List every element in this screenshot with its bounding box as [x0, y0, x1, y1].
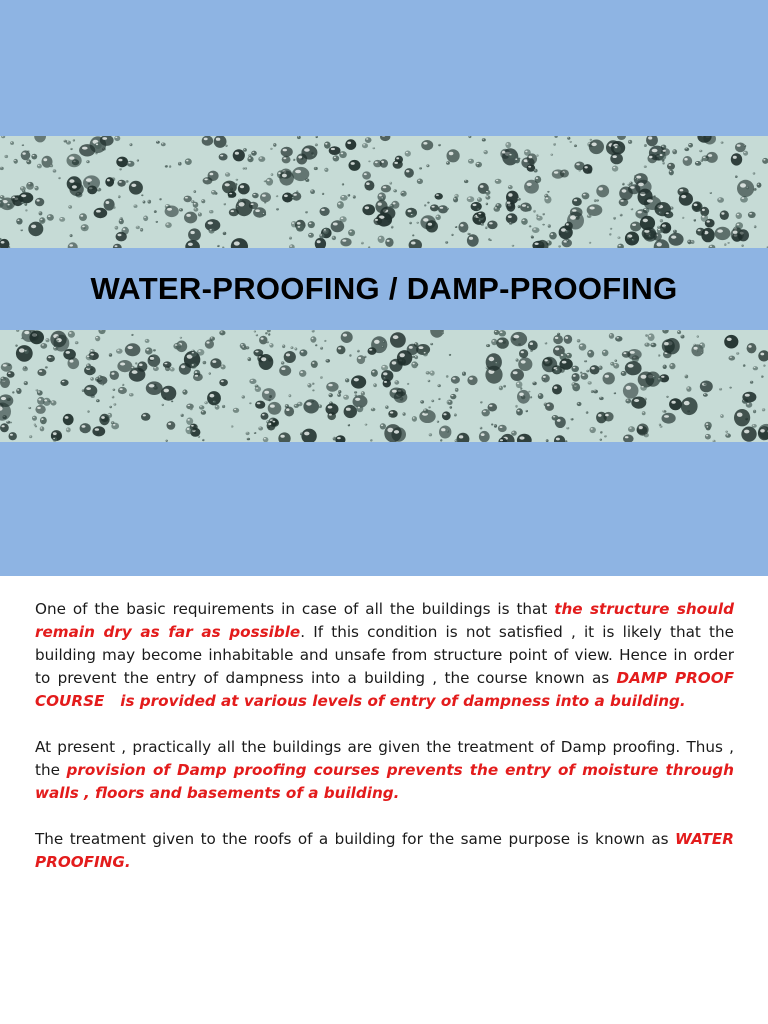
paragraph-3-text-1: The treatment given to the roofs of a building for the same purpose is known as	[35, 830, 676, 848]
paragraph-1-text-2: . If this condition is not satisfied , it is likely that the building may become inhabitable and unsafe from structure point of view. Hence in order to prevent the entry of dampness into a building , the course known as	[35, 623, 734, 687]
water-droplets-image	[0, 136, 768, 248]
paragraph-2-text-1: At present , practically all the buildings are given the treatment of Damp proofing. Thus , the	[35, 738, 734, 779]
water-droplets-band-top	[0, 136, 768, 248]
body-text	[35, 598, 740, 897]
water-droplets-band-bottom	[0, 330, 768, 442]
paragraph-1-highlight-2: DAMP PROOF COURSE is provided at various levels of entry of dampness into a building.	[35, 669, 740, 710]
water-droplets-image	[0, 330, 768, 442]
slide-title: WATER-PROOFING / DAMP-PROOFING	[90, 271, 678, 306]
paragraph-1-text-1: One of the basic requirements in case of all the buildings is that	[35, 600, 555, 618]
paragraph-2-highlight-1: provision of Damp proofing courses prevents the entry of moisture through walls , floors and basements of a building.	[35, 761, 734, 802]
paragraph-3	[35, 828, 734, 874]
paragraph-3-highlight-1: WATER PROOFING.	[35, 830, 734, 871]
paragraph-1	[35, 598, 740, 713]
paragraph-2	[35, 736, 734, 805]
paragraph-1-highlight-1: the structure should remain dry as far as possible	[35, 600, 735, 641]
